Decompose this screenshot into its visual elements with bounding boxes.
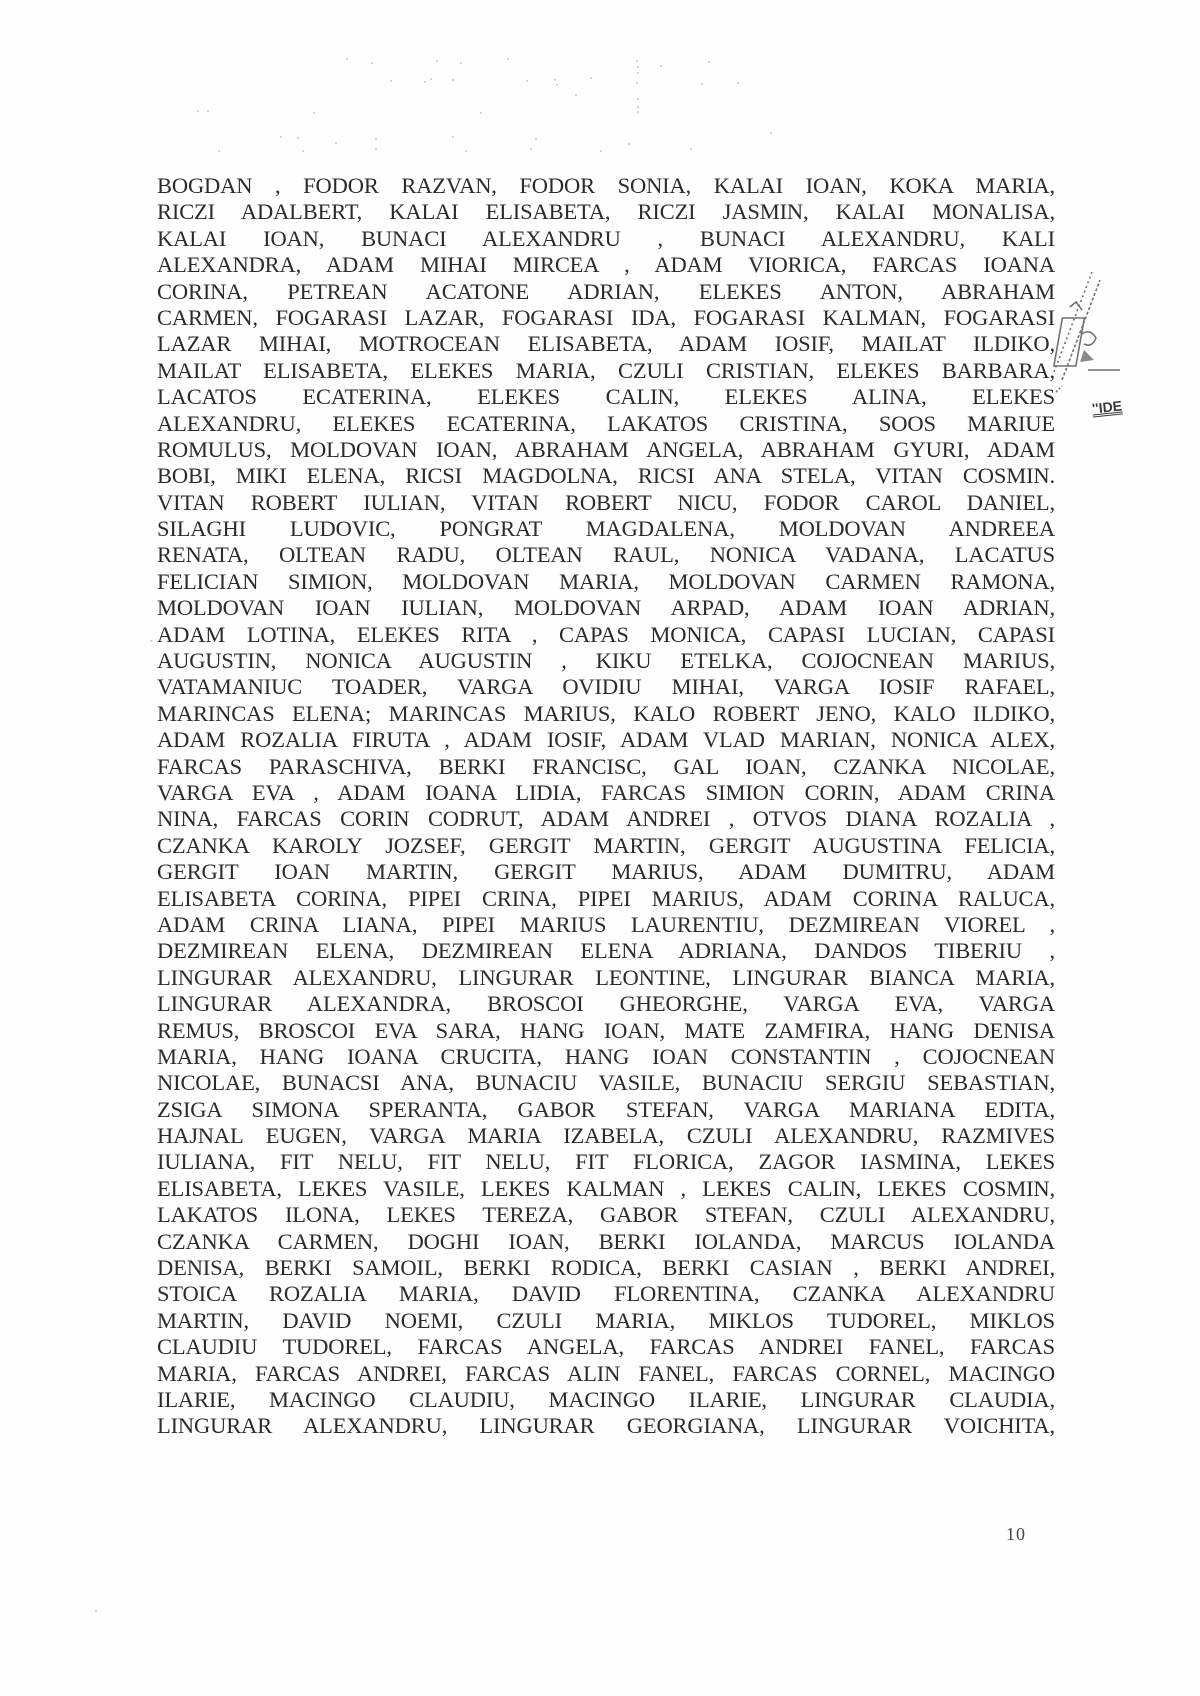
text-line: MAILAT ELISABETA, ELEKES MARIA, CZULI CRISTIAN, ELEKES BARBARA, [157, 357, 1055, 383]
text-line: BOGDAN , FODOR RAZVAN, FODOR SONIA, KALAI IOAN, KOKA MARIA, [157, 173, 1055, 198]
text-line: RICZI ADALBERT, KALAI ELISABETA, RICZI JASMIN, KALAI MONALISA, [157, 199, 1055, 225]
text-line: MARIA, HANG IOANA CRUCITA, HANG IOAN CONSTANTIN , COJOCNEAN [157, 1043, 1055, 1069]
text-line: SILAGHI LUDOVIC, PONGRAT MAGDALENA, MOLDOVAN ANDREEA [157, 516, 1055, 542]
text-line: ADAM LOTINA, ELEKES RITA , CAPAS MONICA, CAPASI LUCIAN, CAPASI [157, 621, 1055, 647]
page-number: 10 [1006, 1524, 1026, 1544]
text-line: FELICIAN SIMION, MOLDOVAN MARIA, MOLDOVAN CARMEN RAMONA, [157, 568, 1055, 594]
text-line: ALEXANDRA, ADAM MIHAI MIRCEA , ADAM VIORICA, FARCAS IOANA [157, 252, 1055, 278]
text-line: STOICA ROZALIA MARIA, DAVID FLORENTINA, CZANKA ALEXANDRU [157, 1281, 1055, 1307]
text-line: CARMEN, FOGARASI LAZAR, FOGARASI IDA, FOGARASI KALMAN, FOGARASI [157, 304, 1055, 330]
text-line: ELISABETA, LEKES VASILE, LEKES KALMAN , LEKES CALIN, LEKES COSMIN, [157, 1175, 1055, 1201]
text-line: AUGUSTIN, NONICA AUGUSTIN , KIKU ETELKA, COJOCNEAN MARIUS, [157, 648, 1055, 674]
text-line: ROMULUS, MOLDOVAN IOAN, ABRAHAM ANGELA, ABRAHAM GYURI, ADAM [157, 436, 1055, 462]
text-line: VARGA EVA , ADAM IOANA LIDIA, FARCAS SIMION CORIN, ADAM CRINA [157, 779, 1055, 805]
text-line: DEZMIREAN ELENA, DEZMIREAN ELENA ADRIANA, DANDOS TIBERIU , [157, 938, 1055, 964]
text-line: NICOLAE, BUNACSI ANA, BUNACIU VASILE, BUNACIU SERGIU SEBASTIAN, [157, 1070, 1055, 1096]
text-line: LACATOS ECATERINA, ELEKES CALIN, ELEKES ALINA, ELEKES [157, 384, 1055, 410]
text-line: LAKATOS ILONA, LEKES TEREZA, GABOR STEFAN, CZULI ALEXANDRU, [157, 1202, 1055, 1228]
text-line: GERGIT IOAN MARTIN, GERGIT MARIUS, ADAM DUMITRU, ADAM [157, 859, 1055, 885]
text-line: ILARIE, MACINGO CLAUDIU, MACINGO ILARIE, LINGURAR CLAUDIA, [157, 1386, 1055, 1412]
text-line: MOLDOVAN IOAN IULIAN, MOLDOVAN ARPAD, ADAM IOAN ADRIAN, [157, 595, 1055, 621]
text-line: LINGURAR ALEXANDRA, BROSCOI GHEORGHE, VARGA EVA, VARGA [157, 991, 1055, 1017]
text-line: VITAN ROBERT IULIAN, VITAN ROBERT NICU, FODOR CAROL DANIEL, [157, 489, 1055, 515]
text-line: ADAM CRINA LIANA, PIPEI MARIUS LAURENTIU, DEZMIREAN VIOREL , [157, 911, 1055, 937]
names-list [157, 173, 1055, 1440]
text-line: MARTIN, DAVID NOEMI, CZULI MARIA, MIKLOS TUDOREL, MIKLOS [157, 1307, 1055, 1333]
text-line: IULIANA, FIT NELU, FIT NELU, FIT FLORICA, ZAGOR IASMINA, LEKES [157, 1149, 1055, 1175]
text-line: CORINA, PETREAN ACATONE ADRIAN, ELEKES ANTON, ABRAHAM [157, 278, 1055, 304]
text-line: LINGURAR ALEXANDRU, LINGURAR LEONTINE, LINGURAR BIANCA MARIA, [157, 964, 1055, 990]
text-line: LAZAR MIHAI, MOTROCEAN ELISABETA, ADAM IOSIF, MAILAT ILDIKO, [157, 331, 1055, 357]
official-stamp-icon [1052, 252, 1122, 422]
text-line: DENISA, BERKI SAMOIL, BERKI RODICA, BERKI CASIAN , BERKI ANDREI, [157, 1255, 1055, 1281]
text-line: MARIA, FARCAS ANDREI, FARCAS ALIN FANEL, FARCAS CORNEL, MACINGO [157, 1360, 1055, 1386]
text-line: MARINCAS ELENA; MARINCAS MARIUS, KALO ROBERT JENO, KALO ILDIKO, [157, 700, 1055, 726]
text-line: ELISABETA CORINA, PIPEI CRINA, PIPEI MARIUS, ADAM CORINA RALUCA, [157, 885, 1055, 911]
text-line: REMUS, BROSCOI EVA SARA, HANG IOAN, MATE ZAMFIRA, HANG DENISA [157, 1017, 1055, 1043]
text-line: CZANKA CARMEN, DOGHI IOAN, BERKI IOLANDA, MARCUS IOLANDA [157, 1228, 1055, 1254]
text-line: RENATA, OLTEAN RADU, OLTEAN RAUL, NONICA VADANA, LACATUS [157, 542, 1055, 568]
text-line: VATAMANIUC TOADER, VARGA OVIDIU MIHAI, VARGA IOSIF RAFAEL, [157, 674, 1055, 700]
text-line: CLAUDIU TUDOREL, FARCAS ANGELA, FARCAS ANDREI FANEL, FARCAS [157, 1334, 1055, 1360]
text-line: ADAM ROZALIA FIRUTA , ADAM IOSIF, ADAM VLAD MARIAN, NONICA ALEX, [157, 727, 1055, 753]
text-line: CZANKA KAROLY JOZSEF, GERGIT MARTIN, GERGIT AUGUSTINA FELICIA, [157, 832, 1055, 858]
text-line: ALEXANDRU, ELEKES ECATERINA, LAKATOS CRISTINA, SOOS MARIUE [157, 410, 1055, 436]
text-line: NINA, FARCAS CORIN CODRUT, ADAM ANDREI , OTVOS DIANA ROZALIA , [157, 806, 1055, 832]
stamp-label: ''IDE [1091, 397, 1123, 417]
text-line: FARCAS PARASCHIVA, BERKI FRANCISC, GAL IOAN, CZANKA NICOLAE, [157, 753, 1055, 779]
text-line: ZSIGA SIMONA SPERANTA, GABOR STEFAN, VARGA MARIANA EDITA, [157, 1096, 1055, 1122]
text-line: LINGURAR ALEXANDRU, LINGURAR GEORGIANA, LINGURAR VOICHITA, [157, 1413, 1055, 1439]
text-line: BOBI, MIKI ELENA, RICSI MAGDOLNA, RICSI ANA STELA, VITAN COSMIN. [157, 463, 1055, 489]
text-line: HAJNAL EUGEN, VARGA MARIA IZABELA, CZULI ALEXANDRU, RAZMIVES [157, 1123, 1055, 1149]
text-line: KALAI IOAN, BUNACI ALEXANDRU , BUNACI ALEXANDRU, KALI [157, 225, 1055, 251]
